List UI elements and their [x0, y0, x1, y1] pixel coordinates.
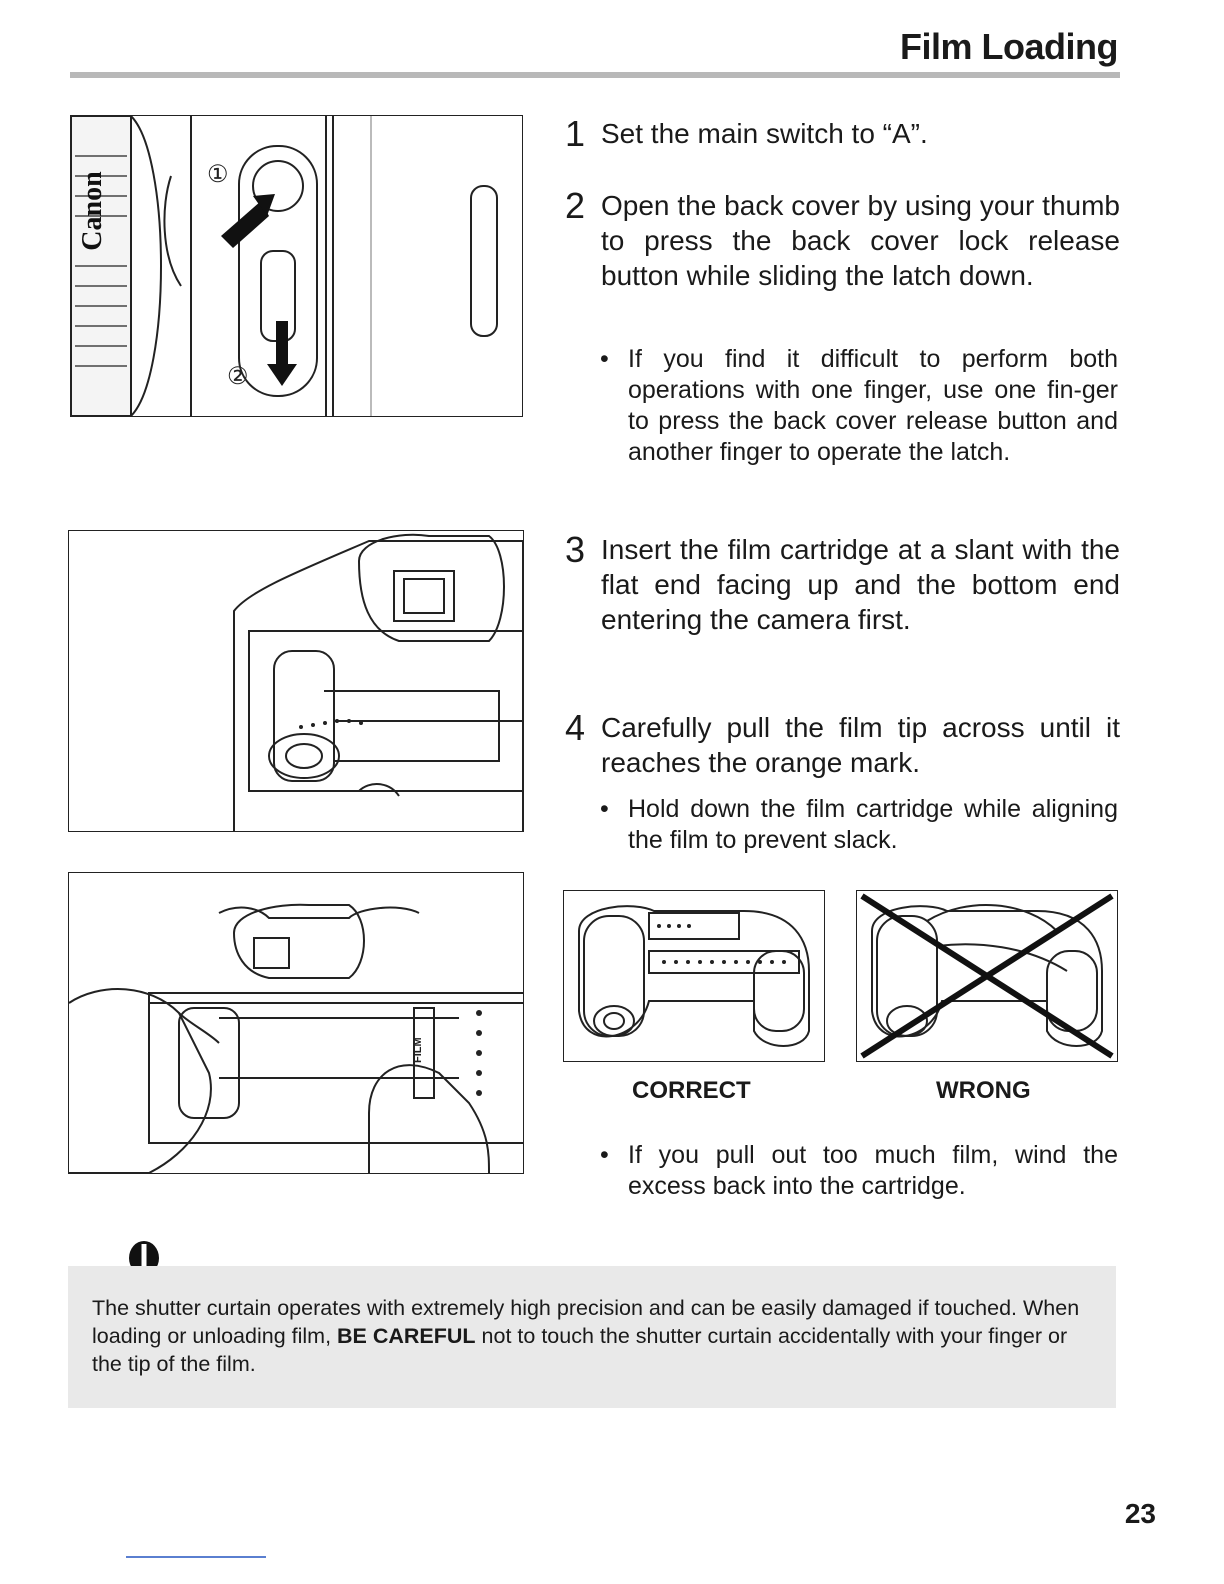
- figure-back-cover-latch: [70, 115, 523, 417]
- step-1: [565, 113, 1120, 154]
- caution-text-end: not to touch the shutter curtain accidentally with your finger or the tip of the film.: [92, 1324, 1068, 1376]
- bullet: •: [600, 345, 609, 373]
- step-2: [565, 185, 1120, 293]
- latch-illustration: [71, 116, 522, 416]
- cartridge-illustration: [69, 531, 523, 831]
- page-title: Film Loading: [900, 26, 1118, 67]
- step-text: Set the main switch to “A”.: [601, 118, 928, 149]
- cross-mark: [862, 896, 1112, 1056]
- film-label: FILM: [412, 1037, 424, 1063]
- wrong-illustration: [857, 891, 1117, 1061]
- step-text: Carefully pull the film tip across until it reaches the orange mark.: [601, 712, 1120, 778]
- note-latch: [600, 344, 1118, 468]
- step-text: Open the back cover by using your thumb to press the back cover lock release button while sliding the latch down.: [601, 190, 1120, 291]
- marker-1: ①: [207, 161, 229, 188]
- note-text: Hold down the film cartridge while aligning the film to prevent slack.: [628, 795, 1118, 854]
- correct-illustration: [564, 891, 824, 1061]
- caution-text-start: The shutter curtain operates with extremely high precision and can be easily damaged if touched. When loading or unloading film,: [92, 1296, 1080, 1348]
- footer-line: [126, 1556, 266, 1558]
- note-text: If you pull out too much film, wind the excess back into the cartridge.: [628, 1141, 1118, 1200]
- wrong-label: WRONG: [936, 1077, 1031, 1104]
- step-number: 2: [565, 185, 586, 226]
- figure-insert-cartridge: [68, 530, 524, 832]
- caution-emphasis: BE CAREFUL: [337, 1324, 476, 1348]
- step-text: Insert the film cartridge at a slant with the flat end facing up and the bottom end entering the camera first.: [601, 534, 1120, 635]
- header-rule: [70, 72, 1120, 78]
- caution-box: [68, 1266, 1116, 1408]
- step-number: 4: [565, 707, 586, 748]
- caution-text: [92, 1294, 1092, 1378]
- canon-logo: Canon: [77, 171, 108, 251]
- correct-label: CORRECT: [632, 1077, 751, 1104]
- marker-2: ②: [227, 363, 249, 390]
- bullet: •: [600, 795, 609, 823]
- step-number: 3: [565, 529, 586, 570]
- step-number: 1: [565, 113, 586, 154]
- note-excess-film: [600, 1140, 1118, 1202]
- figure-correct: [563, 890, 825, 1062]
- note-slack: [600, 794, 1118, 856]
- step-4: [565, 707, 1120, 780]
- page-number: 23: [1124, 1498, 1156, 1529]
- note-text: If you find it difficult to perform both operations with one finger, use one fin-ger to press the back cover release button and another finger to operate the latch.: [628, 345, 1118, 466]
- figure-pull-film-tip: [68, 872, 524, 1174]
- bullet: •: [600, 1141, 609, 1169]
- figure-wrong: [856, 890, 1118, 1062]
- film-tip-illustration: [69, 873, 523, 1173]
- step-3: [565, 529, 1120, 637]
